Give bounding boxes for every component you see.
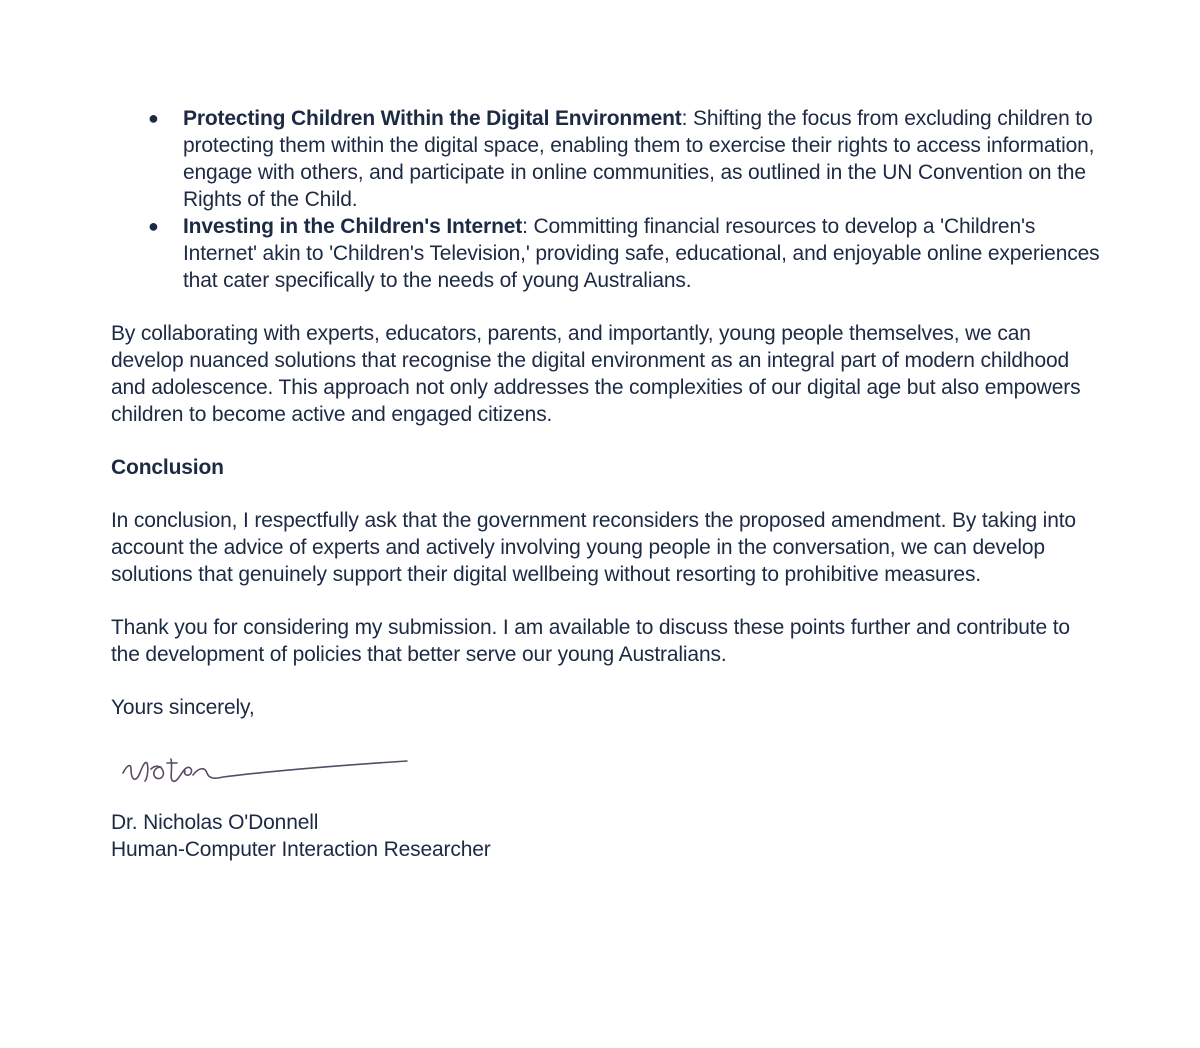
- bullet-list: [111, 105, 1101, 294]
- signatory-title: Human-Computer Interaction Researcher: [111, 838, 491, 861]
- bullet-icon: ●: [148, 216, 159, 236]
- paragraph-collaboration: By collaborating with experts, educators, parents, and importantly, young people themselves, we can develop nuanced solutions that recognise the digital environment as an integral part of modern childhood and adolescence. This approach not only addresses the complexities of our digital age but also empowers children to become active and engaged citizens.: [111, 322, 1081, 426]
- signature-block: [111, 809, 1101, 863]
- letter-page: [111, 105, 1101, 863]
- list-item: [111, 213, 1101, 294]
- paragraph-conclusion: In conclusion, I respectfully ask that the government reconsiders the proposed amendment. By taking into account the advice of experts and actively involving young people in the conversation, we can develop solutions that genuinely support their digital wellbeing without resorting to prohibitive measures.: [111, 509, 1076, 586]
- paragraph-thanks: Thank you for considering my submission. I am available to discuss these points further and contribute to the development of policies that better serve our young Australians.: [111, 616, 1070, 666]
- conclusion-heading: Conclusion: [111, 456, 224, 479]
- bullet-title: Investing in the Children's Internet: [183, 215, 523, 238]
- bullet-text: : Committing financial resources to develop a 'Children's Internet' akin to 'Children's Television,' providing safe, educational, and enjoyable online experiences that cater specifically to the needs of young Australians.: [183, 215, 1100, 292]
- signatory-name: Dr. Nicholas O'Donnell: [111, 811, 319, 834]
- bullet-icon: ●: [148, 108, 159, 128]
- bullet-title: Protecting Children Within the Digital Environment: [183, 107, 682, 130]
- closing-salutation: Yours sincerely,: [111, 696, 255, 719]
- list-item: [111, 105, 1101, 213]
- bullet-text: : Shifting the focus from excluding children to protecting them within the digital space, enabling them to exercise their rights to access information, engage with others, and participate in online communities, as outlined in the UN Convention on the Rights of the Child.: [183, 107, 1095, 211]
- signature-image: [115, 739, 415, 799]
